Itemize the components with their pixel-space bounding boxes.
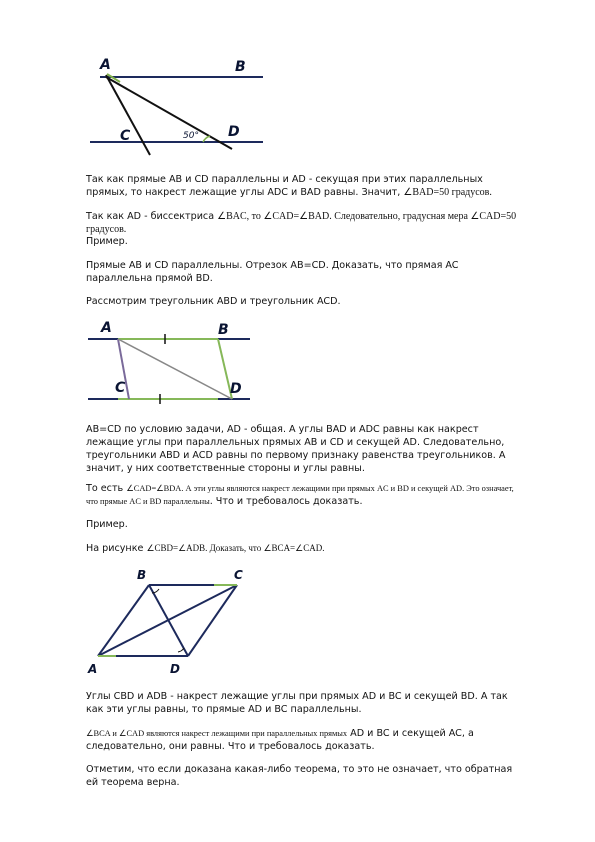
point-c: C — [120, 128, 131, 144]
point-a: A — [101, 320, 112, 336]
point-c: C — [234, 568, 243, 582]
figure-3 — [84, 565, 256, 680]
point-a: A — [100, 57, 111, 73]
paragraph-1: Так как прямые AB и CD параллельны и AD - секущая при этих параллельных прямых, то накрест лежащие углы ADC и BAD равны. Значит, ∠BAD=50 градусов. — [86, 174, 492, 198]
paragraph-2: Так как AD - биссектриса ∠BAC, то ∠CAD=∠BAD. Следовательно, градусная мера ∠CAD=50 градусов. — [86, 211, 517, 235]
point-d: D — [170, 662, 180, 676]
paragraph-problem-2: На рисунке ∠CBD=∠ADB. Доказать, что ∠BCA=∠CAD. — [86, 543, 325, 554]
point-c: C — [115, 380, 126, 396]
point-d: D — [230, 381, 242, 397]
paragraph-3: Рассмотрим треугольник ABD и треугольник ACD. — [86, 296, 341, 307]
point-d: D — [228, 124, 240, 140]
paragraph-problem-1: Прямые AB и CD параллельны. Отрезок AB=CD. Доказать, что прямая AC параллельна прямой BD. — [86, 260, 459, 284]
example-label-2: Пример. — [86, 519, 128, 530]
paragraph-7: ∠BCA и ∠CAD являются накрест лежащими при параллельных прямых AD и BC и секущей AC, а следовательно, они равны. Что и требовалось доказать. — [86, 728, 474, 752]
point-b: B — [235, 59, 246, 75]
figure-1 — [80, 52, 280, 160]
point-a: A — [88, 662, 98, 676]
figure-2 — [85, 318, 255, 413]
paragraph-8: Отметим, что если доказана какая-либо теорема, то это не означает, что обратная ей теорема верна. — [86, 764, 513, 788]
paragraph-6: Углы CBD и ADB - накрест лежащие углы при прямых AD и BC и секущей BD. А так как эти углы равны, то прямые AD и BC параллельны. — [86, 691, 508, 715]
point-b: B — [218, 322, 229, 338]
point-b: B — [137, 568, 147, 582]
example-label-1: Пример. — [86, 236, 128, 247]
paragraph-5: То есть ∠CAD=∠BDA. А эти углы являются накрест лежащими при прямых AC и BD и секущей AD. Это означает, что прямые AC и BD параллельны. Что и требовалось доказать. — [86, 483, 514, 507]
angle-label: 50° — [183, 131, 199, 141]
paragraph-4: AB=CD по условию задачи, AD - общая. А углы BAD и ADC равны как накрест лежащие углы при параллельных прямых AB и CD и секущей AD. Следовательно, треугольники ABD и ACD равны по первому признаку равенства треугольников. А значит, у них соответственные стороны и углы равны. — [86, 424, 506, 474]
